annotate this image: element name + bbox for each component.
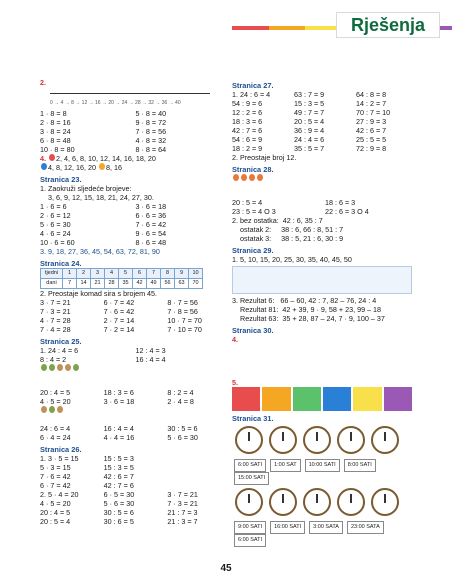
text-item: 42	[133, 279, 147, 289]
number-line	[40, 87, 225, 109]
text-item: 5 · 6 = 30	[40, 220, 71, 229]
text-item: 35	[119, 279, 133, 289]
text-item: 5 · 6 = 30	[103, 499, 135, 508]
s4-list-a: 2, 4, 6, 8, 10, 12, 14, 16, 18, 20	[56, 154, 156, 163]
text-item: 10	[189, 269, 203, 279]
text-item: 3 · 7 = 21	[167, 490, 198, 499]
text-item: 49	[147, 279, 161, 289]
text-item: 4.	[232, 335, 238, 344]
text-item: 8 : 2 = 4	[167, 388, 194, 397]
s3-item: 5 · 8 = 40	[135, 109, 167, 118]
text-item: 6 · 7 = 42	[103, 298, 135, 307]
s3-item: 3 · 8 = 24	[40, 127, 71, 136]
section-heading: Stranica 29.	[232, 246, 274, 255]
text-item: 4 · 6 = 24	[40, 229, 71, 238]
s24-2-text: 2. Preostaje komad sira s brojem 45.	[40, 289, 158, 298]
text-item: 3 · 6 = 18	[103, 397, 135, 406]
clock-icon	[235, 426, 263, 454]
times-row-1	[232, 459, 412, 485]
text-item: 7 · 6 = 42	[103, 307, 135, 316]
seeds-illustration-2	[40, 406, 225, 424]
text-item: 22 : 6 = 3 O 4	[325, 207, 369, 216]
text-item: 23 : 5 = 4 O 3	[232, 207, 276, 216]
text-item: 18 : 2 = 9	[232, 144, 263, 153]
text-item: 30 : 5 = 6	[167, 424, 198, 433]
clock-icon	[337, 426, 365, 454]
text-item: 4	[105, 269, 119, 279]
s23-1-values: 3, 6, 9, 12, 15, 18, 21, 24, 27, 30.	[48, 193, 154, 202]
text-item: 21 : 3 = 7	[167, 517, 198, 526]
text-item: 36 : 9 = 4	[294, 126, 325, 135]
text-item: 30 : 6 = 5	[103, 517, 134, 526]
text-item: 8 · 6 = 48	[135, 238, 167, 247]
text-item: 6 · 7 = 42	[40, 481, 71, 490]
text-item: 70 : 7 = 10	[356, 108, 391, 117]
bunting-illustration	[232, 387, 412, 411]
text-item: 7 · 3 = 21	[40, 307, 71, 316]
section-heading: Stranica 25.	[40, 337, 82, 346]
text-item: 20 : 4 = 5	[40, 508, 71, 517]
s23-1-text: 1. Zaokruži sljedeće brojeve:	[40, 184, 132, 193]
text-item: 7 · 10 = 70	[167, 325, 202, 334]
text-item: 5	[119, 269, 133, 279]
header-bar	[0, 0, 452, 50]
text-item: 6 · 5 = 30	[103, 490, 135, 499]
text-item: 2	[77, 269, 91, 279]
text-item: 9	[175, 269, 189, 279]
text-item: 1:00 SAT	[270, 459, 301, 472]
text-item: 14	[77, 279, 91, 289]
text-item: 8 · 7 = 56	[167, 298, 198, 307]
text-item: 27 : 9 = 3	[356, 117, 387, 126]
text-item: 42 : 7 = 6	[103, 481, 134, 490]
s23-3-text: 3. 9, 18, 27, 36, 45, 54, 63, 72, 81, 90	[40, 247, 160, 256]
section-heading: Stranica 23.	[40, 175, 82, 184]
text-item: 56	[161, 279, 175, 289]
text-item: 49 : 7 = 7	[294, 108, 325, 117]
text-item: 1. 24 : 4 = 6	[40, 346, 79, 355]
left-column: 2. 0 → 4 → 8 → 12 → 16 → 20 → 24 → 28 → 32 → 36 → 40 1 · 8 = 8 5 · 8 = 40 2 · 8 = 16 9 · 8 = 72 3 · 8 = 24 7 · 8 = 56 6 · 8 = 48 4 · 8 = 32 10 · 8 = 80 8 · 8 = 64 4. 2, 4, 6, 8, 10, 12, 14, 16, 18, 20 4, 8, 12, 16, 20 8, 16 Stranica 23. 1. Zaokruži sljedeće brojeve: 3, 6, 9, 12, 15, 18, 21, 24, 27, 30. 1 · 6 = 6 3 · 6 = 18 2 · 6 = 12 6 · 6 = 36 5 · 6 = 30 7 · 6 = 42 4 · 6 = 24 9 · 6 = 54 10 · 6 = 60 8 · 6 = 48 3. 9, 18, 27, 36, 45, 54, 63, 72, 81, 90 Stranica 24. tjedni 1 2 3 4 5 6 7 8 9 10 dani 7 14 21 28 35 42 49 56 63 70 2. Preostaje komad sira s brojem 45. 3 · 7 = 21 6 · 7 = 42 8 · 7 = 56 7 · 3 = 21 7 · 6 = 42 7 · 8 = 56 4 · 7 = 28 2 · 7 = 14 10 · 7 = 70 7 · 4 = 28 7 · 2 = 14 7 · 10 = 70 Stranica 25. 1. 24 : 4 = 6 12 : 4 = 3 8 : 4 = 2 16 : 4 = 4 20 : 4 = 5 18 : 3 = 6 8 : 2 = 4 4 · 5 = 20 3 · 6 = 18 2 · 4 = 8 24 : 6 = 4 16 : 4 = 4 30 : 5 = 6 6 · 4 = 24 4 · 4 = 16 5 · 6 = 30 Stranica 26. 1. 3 · 5 = 15 15 : 5 = 3 5 · 3 = 15 15 : 3 = 5 7 · 6 = 42 42 : 6 = 7 6 · 7 = 42 42 : 7 = 6 2. 5 · 4 = 20 6 · 5 = 30 3 · 7 = 21 4 · 5 = 20 5 · 6 = 30 7 · 3 = 21 20 : 4 = 5 30 : 5 = 6 21 : 7 = 3 20 : 5 = 4 30 : 6 = 5 21 : 3 = 7	[40, 78, 225, 526]
page-title: Rješenja	[336, 12, 440, 38]
times-row-2	[232, 521, 412, 547]
text-item: 18 : 3 = 6	[103, 388, 134, 397]
clocks-row-2	[232, 488, 412, 518]
text-item: 1. 24 : 6 = 4	[232, 90, 271, 99]
text-item: ostatak 3: 38 : 5, 21 : 6, 30 : 9	[240, 234, 344, 243]
text-item: 12 : 2 = 6	[232, 108, 263, 117]
text-item: 16 : 4 = 4	[135, 355, 166, 364]
text-item: 2. bez ostatka: 42 : 6, 35 : 7	[232, 216, 323, 225]
text-item: 23:00 SATA	[347, 521, 384, 534]
s29-2-grids	[232, 266, 412, 294]
text-item: 4 · 4 = 16	[103, 433, 135, 442]
text-item: 20 : 5 = 4	[294, 117, 325, 126]
section-heading: Stranica 26.	[40, 445, 82, 454]
text-item: 3	[91, 269, 105, 279]
text-item: 18 : 3 = 6	[232, 117, 263, 126]
clock-icon	[371, 426, 399, 454]
s2-label: 2.	[40, 78, 46, 87]
section-heading: Stranica 30.	[232, 326, 274, 335]
clock-icon	[269, 488, 297, 516]
text-item: 4 · 7 = 28	[40, 316, 71, 325]
text-item: 21	[91, 279, 105, 289]
text-item: 42 : 6 = 7	[103, 472, 134, 481]
ufo-illustration	[232, 344, 412, 378]
text-item: 64 : 8 = 8	[356, 90, 387, 99]
text-item: 7 · 6 = 42	[135, 220, 167, 229]
text-item: 63 : 7 = 9	[294, 90, 325, 99]
text-item: 35 : 5 = 7	[294, 144, 325, 153]
clock-icon	[303, 488, 331, 516]
s3-item: 8 · 8 = 64	[135, 145, 167, 154]
s3-item: 9 · 8 = 72	[135, 118, 167, 127]
section-heading: Stranica 31.	[232, 414, 274, 423]
text-item: 24 : 4 = 6	[294, 135, 325, 144]
section-heading: Stranica 28.	[232, 165, 274, 174]
text-item: 20 : 4 = 5	[40, 388, 71, 397]
text-item: 21 : 7 = 3	[167, 508, 198, 517]
text-item: 20 : 5 = 4	[232, 198, 263, 207]
text-item: 7	[147, 269, 161, 279]
text-item: 3 · 7 = 21	[40, 298, 71, 307]
s4-list-c: 8, 16	[105, 163, 122, 172]
text-item: 20 : 5 = 4	[40, 517, 71, 526]
text-item: 5 · 6 = 30	[167, 433, 198, 442]
s27-2-text: 2. Preostaje broj 12.	[232, 153, 297, 162]
text-item: 6:00 SATI	[234, 459, 266, 472]
page-number: 45	[220, 563, 232, 574]
clock-icon	[371, 488, 399, 516]
text-item: 3 · 6 = 18	[135, 202, 167, 211]
s3-item: 7 · 8 = 56	[135, 127, 167, 136]
text-item: 9:00 SATI	[234, 521, 266, 534]
clock-icon	[337, 488, 365, 516]
text-item: 6 · 4 = 24	[40, 433, 71, 442]
text-item: 1 · 6 = 6	[40, 202, 67, 211]
section-heading: Stranica 24.	[40, 259, 82, 268]
text-item: 8:00 SATI	[344, 459, 376, 472]
text-item: 2 · 7 = 14	[103, 316, 135, 325]
text-item: 2. 5 · 4 = 20	[40, 490, 79, 499]
text-item: 6 · 6 = 36	[135, 211, 167, 220]
text-item: 4 · 5 = 20	[40, 397, 71, 406]
text-item: 15 : 3 = 5	[103, 463, 134, 472]
text-item: 3:00 SATA	[309, 521, 343, 534]
text-item: 54 : 9 = 6	[232, 99, 263, 108]
text-item: 9 · 6 = 54	[135, 229, 167, 238]
text-item: 5.	[232, 378, 238, 387]
text-item: 1. 5, 10, 15, 20, 25, 30, 35, 40, 45, 50	[232, 255, 352, 264]
text-item: 15 : 5 = 3	[103, 454, 134, 463]
text-item: 8	[161, 269, 175, 279]
text-item: 4 · 5 = 20	[40, 499, 71, 508]
table-24	[40, 268, 203, 289]
text-item: 7	[63, 279, 77, 289]
text-item: 1. 3 · 5 = 15	[40, 454, 79, 463]
text-item: 2 · 6 = 12	[40, 211, 71, 220]
text-item: 10 · 7 = 70	[167, 316, 202, 325]
text-item: 7 · 3 = 21	[167, 499, 198, 508]
text-item: 2 · 4 = 8	[167, 397, 194, 406]
s3-item: 6 · 8 = 48	[40, 136, 71, 145]
s3-item: 10 · 8 = 80	[40, 145, 75, 154]
text-item: 72 : 9 = 8	[356, 144, 387, 153]
text-item: 3. Rezultat 6: 66 – 60, 42 : 7, 82 – 76, 24 : 4	[232, 296, 377, 305]
text-item: 8 : 4 = 2	[40, 355, 67, 364]
clock-icon	[303, 426, 331, 454]
text-item: 7 · 6 = 42	[40, 472, 71, 481]
text-item: Rezultat 63: 35 + 28, 87 – 24, 7 · 9, 100 – 37	[240, 314, 385, 323]
text-item: 30 : 5 = 6	[103, 508, 134, 517]
text-item: dani	[41, 279, 63, 289]
text-item: 24 : 6 = 4	[40, 424, 71, 433]
text-item: 10:00 SATI	[305, 459, 340, 472]
text-item: 15 : 3 = 5	[294, 99, 325, 108]
text-item: 18 : 6 = 3	[325, 198, 356, 207]
text-item: 5 · 3 = 15	[40, 463, 71, 472]
clocks-row-1	[232, 426, 412, 456]
text-item: 70	[189, 279, 203, 289]
s3-item: 1 · 8 = 8	[40, 109, 67, 118]
s3-item: 2 · 8 = 16	[40, 118, 71, 127]
right-column	[232, 78, 412, 547]
text-item: 6:00 SATI	[234, 534, 266, 547]
text-item: 6	[133, 269, 147, 279]
numline-steps: 0 → 4 → 8 → 12 → 16 → 20 → 24 → 28 → 32 → 36 → 40	[50, 100, 181, 106]
text-item: 25 : 5 = 5	[356, 135, 387, 144]
section-heading: Stranica 27.	[232, 81, 274, 90]
text-item: tjedni	[41, 269, 63, 279]
text-item: 54 : 6 = 9	[232, 135, 263, 144]
seeds-illustration	[40, 364, 225, 388]
text-item: 12 : 4 = 3	[135, 346, 166, 355]
text-item: 63	[175, 279, 189, 289]
text-item: ostatak 2: 38 : 6, 66 : 8, 51 : 7	[240, 225, 344, 234]
text-item: 7 · 4 = 28	[40, 325, 71, 334]
text-item: 42 : 7 = 6	[232, 126, 263, 135]
text-item: 42 : 6 = 7	[356, 126, 387, 135]
text-item: 15:00 SATI	[234, 472, 269, 485]
text-item: 16:00 SATI	[270, 521, 305, 534]
pumpkins-illustration	[232, 174, 412, 198]
text-item: 1	[63, 269, 77, 279]
text-item: 10 · 6 = 60	[40, 238, 75, 247]
text-item: 16 : 4 = 4	[103, 424, 134, 433]
text-item: 28	[105, 279, 119, 289]
clock-icon	[235, 488, 263, 516]
text-item: 7 · 8 = 56	[167, 307, 198, 316]
s4-list-b: 4, 8, 12, 16, 20	[48, 163, 96, 172]
text-item: 14 : 2 = 7	[356, 99, 387, 108]
text-item: Rezultat 81: 42 + 39, 9 · 9, 58 + 23, 99 – 18	[240, 305, 382, 314]
s3-item: 4 · 8 = 32	[135, 136, 167, 145]
clock-icon	[269, 426, 297, 454]
text-item: 7 · 2 = 14	[103, 325, 135, 334]
